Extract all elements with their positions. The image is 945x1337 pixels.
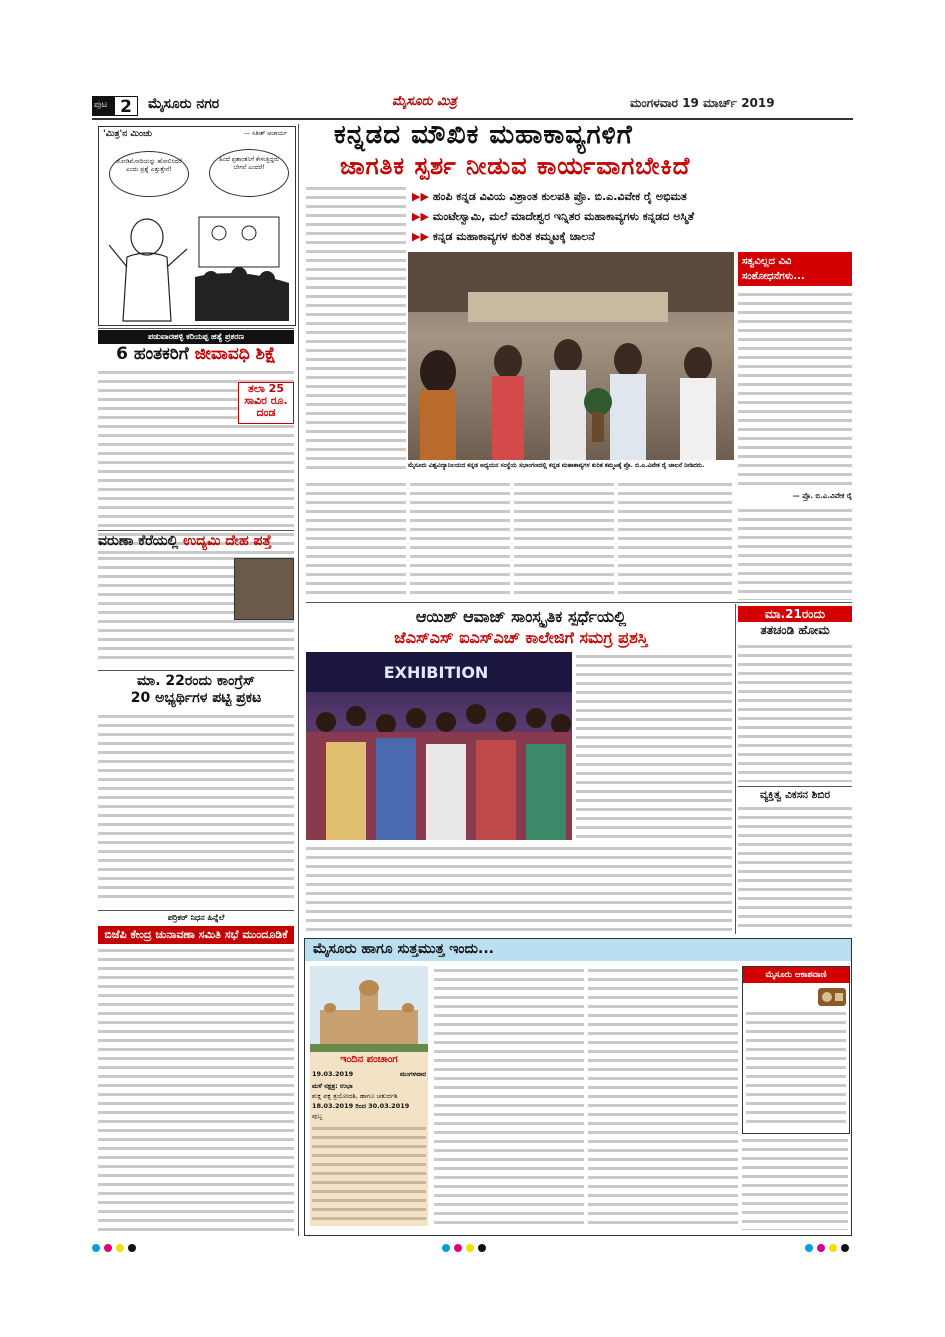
lead-bullet-1: ▶▶ ಹಂಪಿ ಕನ್ನಡ ವಿವಿಯ ವಿಶ್ರಾಂತ ಕುಲಪತಿ ಪ್ರೊ. ಬಿ.ಎ.ವಿವೇಕ ರೈ ಅಭಿಮತ	[412, 190, 687, 203]
side-box-title: ಸತ್ವವಿಲ್ಲದ ವಿವಿ ಸಂಶೋಧನೆಗಳು...	[738, 252, 852, 286]
panchang-tithi-line: ಶುಕ್ಲ ಪಕ್ಷ ತ್ರಯೋದಶಿ, ಹಾಗೂ ಚತುರ್ದಶಿ	[312, 1092, 398, 1100]
story1-kicker: ಪಡುವಾರಹಳ್ಳಿ ಕರಿಯಪ್ಪ ಹತ್ಯೆ ಪ್ರಕರಣ	[98, 330, 294, 344]
lead-body-col4	[514, 480, 614, 598]
story3-headline-line2: 20 ಅಭ್ಯರ್ಥಿಗಳ ಪಟ್ಟಿ ಪ್ರಕಟ	[130, 690, 262, 706]
speech-bubble-left: ಮೋಡಿಮೋದಿಯನ್ನು ಹೋಲಿಸಿದರೆ ಎಂದು ಪ್ರಶ್ನೆ ಎತ್ತುತ್ತೇನೆ!	[109, 151, 189, 197]
lead-bullet-2: ▶▶ ಮಂಟೇಸ್ವಾಮಿ, ಮಲೆ ಮಾದೇಶ್ವರ ಇನ್ನಿತರ ಮಹಾಕಾವ್ಯಗಳು ಕನ್ನಡದ ಅಸ್ಮಿತೆ	[412, 210, 695, 223]
homa-headline	[738, 606, 852, 638]
magenta-dot	[817, 1244, 825, 1252]
print-registration-marks	[92, 1244, 853, 1254]
lead-photo-figures	[408, 252, 734, 460]
story4-headline: ಬಿಜೆಪಿ ಕೇಂದ್ರ ಚುನಾವಣಾ ಸಮಿತಿ ಸಭೆ ಮುಂದೂಡಿಕೆ	[98, 926, 294, 944]
page-number: 2	[114, 96, 138, 116]
radio-schedule	[746, 1009, 846, 1129]
lead-body-col2	[306, 480, 406, 598]
palace-illustration	[310, 966, 428, 1052]
cyan-dot	[805, 1244, 813, 1252]
rule	[306, 602, 852, 603]
story4-kicker: ಪರ್ರಿಕರ್ ನಿಧನ ಹಿನ್ನೆಲೆ	[167, 913, 225, 922]
section-title: ಮೈಸೂರು ನಗರ	[148, 96, 220, 112]
magenta-dot	[104, 1244, 112, 1252]
black-dot	[841, 1244, 849, 1252]
speech-bubble-right: ಹಿಂದೆ ಪ್ರಶಾಂತನಿಗೆ ಕೇಳುತ್ತಿದ್ದರು ಬೇಗನೆ ಎಂದರೆ!	[209, 149, 289, 197]
panchang-title: ಇಂದಿನ ಪಂಚಾಂಗ	[340, 1054, 398, 1065]
panchang-body	[312, 1124, 426, 1222]
event-headline	[306, 606, 736, 648]
today-title: ಮೈಸೂರು ಹಾಗೂ ಸುತ್ತಮುತ್ತ ಇಂದು...	[313, 941, 494, 957]
radio-icon	[817, 985, 847, 1007]
panchang-range: 18.03.2019 ರಿಂದ 30.03.2019	[312, 1102, 410, 1110]
event-headline-line2: ಜೆಎಸ್‌ಎಸ್ ಐಎಸ್‌ಎಚ್ ಕಾಲೇಜಿಗೆ ಸಮಗ್ರ ಪ್ರಶಸ್ತಿ	[394, 628, 648, 647]
radio-title: ಮೈಸೂರು ಆಕಾಶವಾಣಿ	[743, 967, 849, 983]
story3-headline-line1: ಮಾ. 22ರಂದು ಕಾಂಗ್ರೆಸ್	[136, 673, 256, 689]
black-dot	[128, 1244, 136, 1252]
event-photo	[306, 652, 572, 840]
lead-photo-caption: ಮೈಸೂರು ವಿಶ್ವವಿದ್ಯಾನಿಲಯದ ಕನ್ನಡ ಅಧ್ಯಯನ ಸಂಸ್ಥೆಯ ಸಭಾಂಗಣದಲ್ಲಿ ಕನ್ನಡ ಮಹಾಕಾವ್ಯಗಳ ಕುರಿತ ಕಮ್ಮಟಕ್ಕೆ ಪ್ರೊ. ಬಿ.ಎ.ವಿವೇಕ ರೈ ಚಾಲನೆ ನೀಡಿದರು.	[408, 462, 705, 469]
today-listings-col2	[588, 966, 738, 1230]
rule	[98, 530, 294, 531]
camp-body	[738, 804, 852, 932]
cartoon-author: — ಸತೀಶ್ ಆಚಾರ್ಯ	[244, 130, 287, 137]
portrait-photo	[234, 558, 294, 620]
homa-headline-line2: ತತಚಂಡಿ ಹೋಮ	[760, 623, 830, 637]
story4-body	[98, 946, 294, 1236]
radio-box	[742, 966, 850, 1134]
newspaper-page	[92, 92, 853, 1242]
event-body-right	[576, 652, 732, 838]
page-label: ಪುಟ	[94, 100, 108, 110]
arrow-icon: ▶▶	[412, 190, 429, 203]
issue-date: ಮಂಗಳವಾರ 19 ಮಾರ್ಚ್ 2019	[630, 96, 775, 110]
event-banner-text: EXHIBITION	[383, 663, 489, 682]
cartoon-panel	[98, 126, 296, 326]
story1-headline-red: ಜೀವಾವಧಿ ಶಿಕ್ಷೆ	[194, 344, 276, 364]
column-rule	[735, 604, 736, 934]
yellow-dot	[466, 1244, 474, 1252]
cartoon-title: 'ಮಿತ್ರ'ನ ಮಿಂಚು	[103, 129, 153, 139]
magenta-dot	[454, 1244, 462, 1252]
story1-headline-black: 6 ಹಂತಕರಿಗೆ	[116, 344, 189, 364]
lead-body-col6	[738, 506, 852, 600]
panchang-day: ಮಂಗಳವಾರ	[399, 1070, 426, 1078]
masthead: ಮೈಸೂರು ಮಿತ್ರ	[392, 94, 457, 109]
lead-banner	[306, 120, 851, 180]
yellow-dot	[829, 1244, 837, 1252]
story2-headline	[98, 533, 294, 549]
rule	[98, 910, 294, 911]
yellow-dot	[116, 1244, 124, 1252]
today-title-bar	[305, 939, 851, 961]
panchang-date: 19.03.2019	[312, 1070, 354, 1078]
rule	[98, 670, 294, 671]
lead-headline-line1: ಕನ್ನಡದ ಮೌಖಿಕ ಮಹಾಕಾವ್ಯಗಳಿಗೆ	[334, 120, 633, 150]
lead-headline-line2: ಜಾಗತಿಕ ಸ್ಪರ್ಶ ನೀಡುವ ಕಾರ್ಯವಾಗಬೇಕಿದೆ	[340, 152, 691, 180]
rule	[98, 328, 294, 329]
side-box-body	[738, 290, 852, 490]
event-photo-crowd	[306, 652, 572, 840]
homa-body	[738, 642, 852, 782]
rule	[738, 786, 852, 787]
story1-headline	[98, 344, 294, 364]
column-rule	[298, 124, 299, 1236]
lead-body-col5	[618, 480, 732, 598]
today-listings-col3	[742, 1136, 848, 1230]
lead-photo	[408, 252, 734, 460]
homa-headline-line1: ಮಾ.21ರಂದು	[738, 606, 852, 622]
story2-headline-red: ಉದ್ಯಮಿ ದೇಹ ಪತ್ತೆ	[183, 533, 272, 549]
panchang-nakshatra-line: ಮಳೆ ನಕ್ಷತ್ರ: ಉಭಾ	[312, 1082, 353, 1090]
arrow-icon: ▶▶	[412, 210, 429, 223]
arrow-icon: ▶▶	[412, 230, 429, 243]
story3-headline	[98, 673, 294, 707]
event-headline-line1: ಆಯಿಶ್ ಆವಾಜ್ ಸಾಂಸ್ಕೃತಿಕ ಸ್ಪರ್ಧೆಯಲ್ಲಿ	[415, 607, 627, 626]
page-header	[92, 92, 853, 118]
page-number-badge	[92, 96, 138, 116]
today-listings-col1	[434, 966, 584, 1230]
camp-headline: ವ್ಯಕ್ತಿತ್ವ ವಿಕಸನ ಶಿಬಿರ	[759, 789, 831, 801]
story2-headline-black: ವರುಣಾ ಕೆರೆಯಲ್ಲಿ	[98, 533, 179, 549]
fine-box: ತಲಾ 25 ಸಾವಿರ ರೂ. ದಂಡ	[238, 382, 294, 424]
panchang-box	[310, 966, 428, 1226]
black-dot	[478, 1244, 486, 1252]
cyan-dot	[92, 1244, 100, 1252]
side-box-author: — ಪ್ರೊ. ಬಿ.ಎ.ವಿವೇಕ ರೈ	[792, 492, 852, 500]
story2-body	[98, 554, 294, 664]
lead-bullet-3: ▶▶ ಕನ್ನಡ ಮಹಾಕಾವ್ಯಗಳ ಕುರಿತ ಕಮ್ಮಟಕ್ಕೆ ಚಾಲನೆ	[412, 230, 595, 243]
cyan-dot	[442, 1244, 450, 1252]
lead-body-col3	[410, 480, 510, 598]
story3-body	[98, 712, 294, 904]
lead-body-col1	[306, 184, 406, 474]
panchang-nakshatra: ಪುಬ್ಬ	[312, 1112, 323, 1120]
event-body-bottom	[306, 844, 732, 932]
cartoon-drawing	[99, 197, 295, 323]
